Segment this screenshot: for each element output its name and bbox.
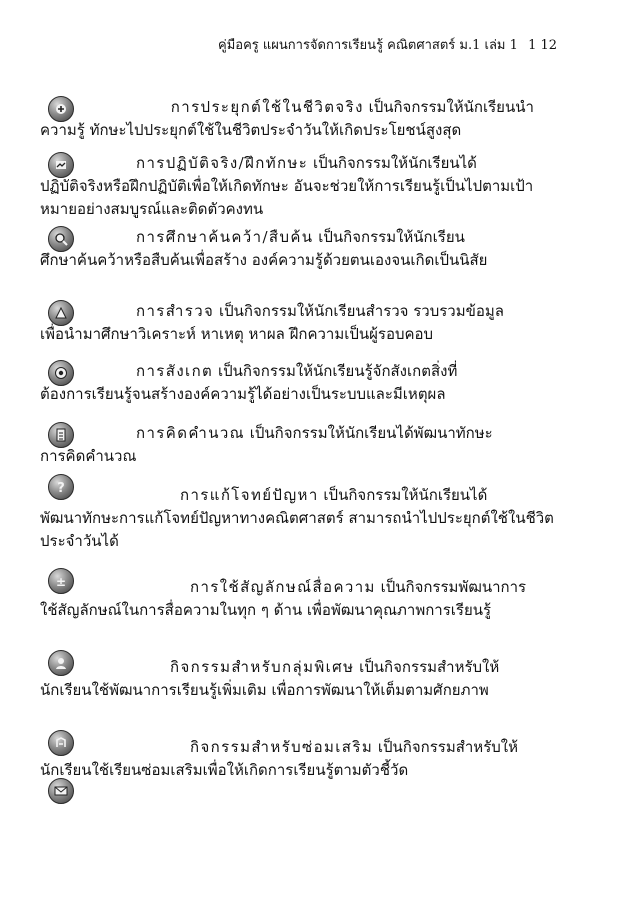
page-header [218, 36, 578, 56]
term-rest: ใช้สัญลักษณ์ในการสื่อความในทุก ๆ ด้าน เพื่อพัฒนาคุณภาพการเรียนรู้ [40, 601, 492, 619]
term-label: การปฏิบัติจริง/ฝึกทักษะ [136, 154, 309, 172]
term-label: การศึกษาค้นคว้า/สืบค้น [136, 228, 314, 246]
term-label: การประยุกต์ใช้ในชีวิตจริง [170, 98, 364, 116]
page-number: 1 12 [528, 38, 558, 53]
term-rest: นักเรียนใช้พัฒนาการเรียนรู้เพิ่มเติม เพื่อการพัฒนาให้เต็มตามศักยภาพ [40, 681, 489, 699]
term-label: การคิดคำนวณ [136, 424, 245, 442]
section-calculate [40, 422, 560, 468]
term-desc: เป็นกิจกรรมให้นักเรียนสำรวจ รวบรวมข้อมูล [214, 302, 504, 320]
term-label: การใช้สัญลักษณ์สื่อความ [190, 578, 376, 596]
term-desc: เป็นกิจกรรมให้นักเรียนได้ [308, 154, 477, 172]
term-desc: เป็นกิจกรรมให้นักเรียนนำ [363, 98, 534, 116]
term-rest: ปฏิบัติจริงหรือฝึกปฏิบัติเพื่อให้เกิดทักษะ อันจะช่วยให้การเรียนรู้เป็นไปตามเป้าหมายอย่างสมบูรณ์และติดตัวคงทน [40, 177, 534, 218]
term-rest: ต้องการเรียนรู้จนสร้างองค์ความรู้ได้อย่างเป็นระบบและมีเหตุผล [40, 385, 446, 403]
term-desc: เป็นกิจกรรมให้นักเรียน [313, 228, 465, 246]
term-label: กิจกรรมสำหรับซ่อมเสริม [190, 738, 374, 756]
svg-text:±: ± [55, 575, 67, 589]
term-rest: เพื่อนำมาศึกษาวิเคราะห์ หาเหตุ หาผล ฝึกความเป็นผู้รอบคอบ [40, 325, 434, 343]
svg-text:?: ? [57, 481, 65, 495]
term-desc: เป็นกิจกรรมให้นักเรียนรู้จักสังเกตสิ่งที่ [213, 362, 458, 380]
term-desc: เป็นกิจกรรมสำหรับให้ [373, 738, 518, 756]
term-label: กิจกรรมสำหรับกลุ่มพิเศษ [170, 658, 355, 676]
term-label: การสำรวจ [136, 302, 215, 320]
section-survey [40, 300, 560, 346]
section-research [40, 226, 560, 272]
term-rest: พัฒนาทักษะการแก้โจทย์ปัญหาทางคณิตศาสตร์ สามารถนำไปประยุกต์ใช้ในชีวิตประจำวันได้ [40, 509, 554, 550]
term-rest: ความรู้ ทักษะไปประยุกต์ใช้ในชีวิตประจำวันให้เกิดประโยชน์สูงสุด [40, 121, 462, 139]
term-desc: เป็นกิจกรรมสำหรับให้ [354, 658, 500, 676]
term-label: การสังเกต [136, 362, 214, 380]
term-desc: เป็นกิจกรรมให้นักเรียนได้พัฒนาทักษะ [245, 424, 493, 442]
section-practice [40, 152, 560, 221]
section-problem-solving [40, 484, 560, 553]
header-title: คู่มือครู แผนการจัดการเรียนรู้ คณิตศาสตร์ ม.1 เล่ม 1 [218, 38, 518, 53]
term-desc: เป็นกิจกรรมพัฒนาการ [375, 578, 527, 596]
term-desc: เป็นกิจกรรมให้นักเรียนได้ [318, 486, 488, 504]
term-rest: นักเรียนใช้เรียนซ่อมเสริมเพื่อให้เกิดการเรียนรู้ตามตัวชี้วัด [40, 761, 409, 779]
section-special-group [40, 656, 560, 702]
term-rest: ศึกษาค้นคว้าหรือสืบค้นเพื่อสร้าง องค์ความรู้ด้วยตนเองจนเกิดเป็นนิสัย [40, 251, 488, 269]
section-remedial [40, 736, 560, 782]
term-label: การแก้โจทย์ปัญหา [180, 486, 319, 504]
section-apply [40, 96, 560, 142]
section-symbols [40, 576, 560, 622]
term-rest: การคิดคำนวณ [40, 447, 137, 465]
section-observe [40, 360, 560, 406]
